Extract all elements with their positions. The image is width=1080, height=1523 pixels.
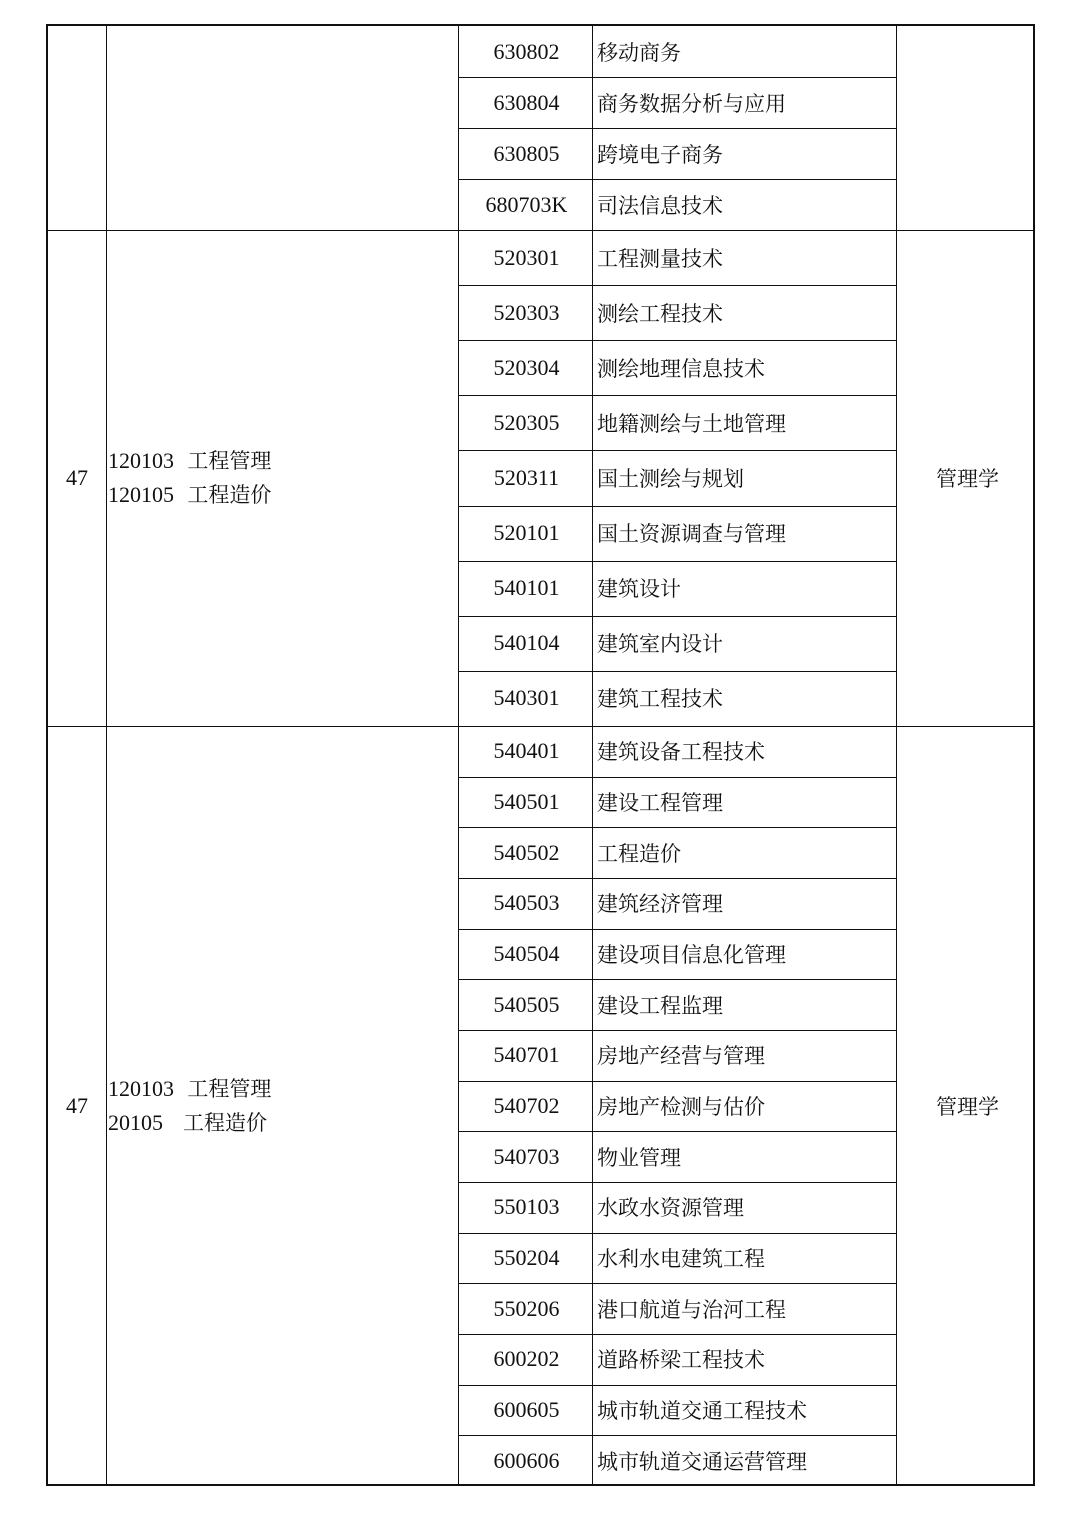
major-row	[460, 671, 898, 726]
undergrad-name: 工程管理	[187, 1077, 272, 1101]
major-name: 水利水电建筑工程	[597, 1246, 765, 1271]
major-row	[460, 726, 898, 777]
major-name: 跨境电子商务	[597, 142, 723, 167]
major-code: 520305	[493, 409, 560, 435]
major-name: 建筑经济管理	[597, 892, 723, 917]
major-code: 630804	[493, 89, 560, 115]
major-code: 600202	[493, 1346, 560, 1372]
major-row	[460, 827, 898, 878]
major-row	[460, 230, 898, 285]
major-name: 房地产经营与管理	[597, 1044, 765, 1069]
major-code: 600605	[493, 1396, 560, 1422]
undergrad-code: 20105	[108, 1110, 163, 1135]
major-row	[460, 450, 898, 505]
major-row	[460, 1283, 898, 1334]
major-row	[460, 1131, 898, 1182]
major-code: 520304	[493, 354, 560, 380]
major-name: 水政水资源管理	[597, 1196, 744, 1221]
major-code: 680703K	[485, 191, 568, 217]
major-code: 540401	[493, 738, 560, 764]
group-number: 47	[66, 465, 88, 490]
undergrad-name: 工程造价	[187, 483, 272, 507]
major-name: 司法信息技术	[597, 193, 723, 218]
undergrad-majors	[108, 726, 458, 1486]
group-number	[48, 26, 106, 230]
major-row	[460, 179, 898, 230]
major-code: 540503	[493, 890, 560, 916]
major-code: 600606	[493, 1447, 560, 1473]
major-name: 商务数据分析与应用	[597, 91, 786, 116]
major-code: 540702	[493, 1092, 560, 1118]
major-name: 工程测量技术	[597, 246, 723, 271]
major-code: 550206	[493, 1295, 560, 1321]
group-number: 47	[66, 1093, 88, 1118]
major-code: 540301	[493, 685, 560, 711]
major-name: 国土资源调查与管理	[597, 522, 786, 547]
major-code: 540501	[493, 788, 560, 814]
discipline-category	[898, 26, 1037, 230]
major-code: 520101	[493, 520, 560, 546]
major-code: 520311	[493, 464, 560, 490]
major-row	[460, 929, 898, 980]
major-name: 移动商务	[597, 40, 681, 65]
major-name: 城市轨道交通工程技术	[597, 1398, 807, 1423]
major-row	[460, 878, 898, 929]
major-name: 地籍测绘与土地管理	[597, 411, 786, 436]
undergrad-code: 120103	[108, 448, 174, 473]
major-row	[460, 506, 898, 561]
major-name: 道路桥梁工程技术	[597, 1348, 765, 1373]
major-row	[460, 1435, 898, 1486]
major-name: 建筑室内设计	[597, 632, 723, 657]
undergrad-name: 工程造价	[183, 1111, 268, 1135]
discipline-category: 管理学	[936, 467, 999, 491]
undergrad-major	[108, 1072, 458, 1106]
major-code: 540703	[493, 1143, 560, 1169]
major-row	[460, 1334, 898, 1385]
undergrad-major	[108, 1106, 458, 1140]
major-code: 540505	[493, 991, 560, 1017]
undergrad-major	[108, 444, 458, 478]
major-name: 房地产检测与估价	[597, 1094, 765, 1119]
major-code: 550103	[493, 1194, 560, 1220]
major-name: 建筑工程技术	[597, 687, 723, 712]
undergrad-majors	[108, 230, 458, 726]
major-name: 测绘工程技术	[597, 301, 723, 326]
undergrad-name: 工程管理	[187, 449, 272, 473]
major-code: 540104	[493, 630, 560, 656]
major-row	[460, 979, 898, 1030]
major-row	[460, 1081, 898, 1132]
major-row	[460, 77, 898, 128]
major-code: 550204	[493, 1244, 560, 1270]
major-row	[460, 1385, 898, 1436]
major-row	[460, 1030, 898, 1081]
major-name: 测绘地理信息技术	[597, 356, 765, 381]
major-code: 540502	[493, 839, 560, 865]
major-name: 建筑设计	[597, 577, 681, 602]
major-code: 630802	[493, 38, 560, 64]
undergrad-code: 120103	[108, 1076, 174, 1101]
discipline-category: 管理学	[936, 1095, 999, 1119]
major-code: 520301	[493, 244, 560, 270]
major-name: 建设工程监理	[597, 993, 723, 1018]
major-code: 520303	[493, 299, 560, 325]
major-name: 建设项目信息化管理	[597, 942, 786, 967]
major-row	[460, 395, 898, 450]
major-row	[460, 26, 898, 77]
major-row	[460, 1233, 898, 1284]
major-code: 540504	[493, 940, 560, 966]
major-name: 国土测绘与规划	[597, 466, 744, 491]
major-code: 630805	[493, 140, 560, 166]
major-row	[460, 340, 898, 395]
major-row	[460, 616, 898, 671]
major-name: 建筑设备工程技术	[597, 740, 765, 765]
major-row	[460, 1182, 898, 1233]
major-name: 城市轨道交通运营管理	[597, 1449, 807, 1474]
major-table	[46, 24, 1035, 1486]
major-name: 物业管理	[597, 1145, 681, 1170]
major-row	[460, 777, 898, 828]
undergrad-major	[108, 478, 458, 512]
major-row	[460, 561, 898, 616]
undergrad-code: 120105	[108, 482, 174, 507]
major-name: 工程造价	[597, 841, 681, 866]
major-name: 港口航道与治河工程	[597, 1297, 786, 1322]
major-row	[460, 285, 898, 340]
major-name: 建设工程管理	[597, 790, 723, 815]
major-row	[460, 128, 898, 179]
major-code: 540101	[493, 575, 560, 601]
major-code: 540701	[493, 1042, 560, 1068]
